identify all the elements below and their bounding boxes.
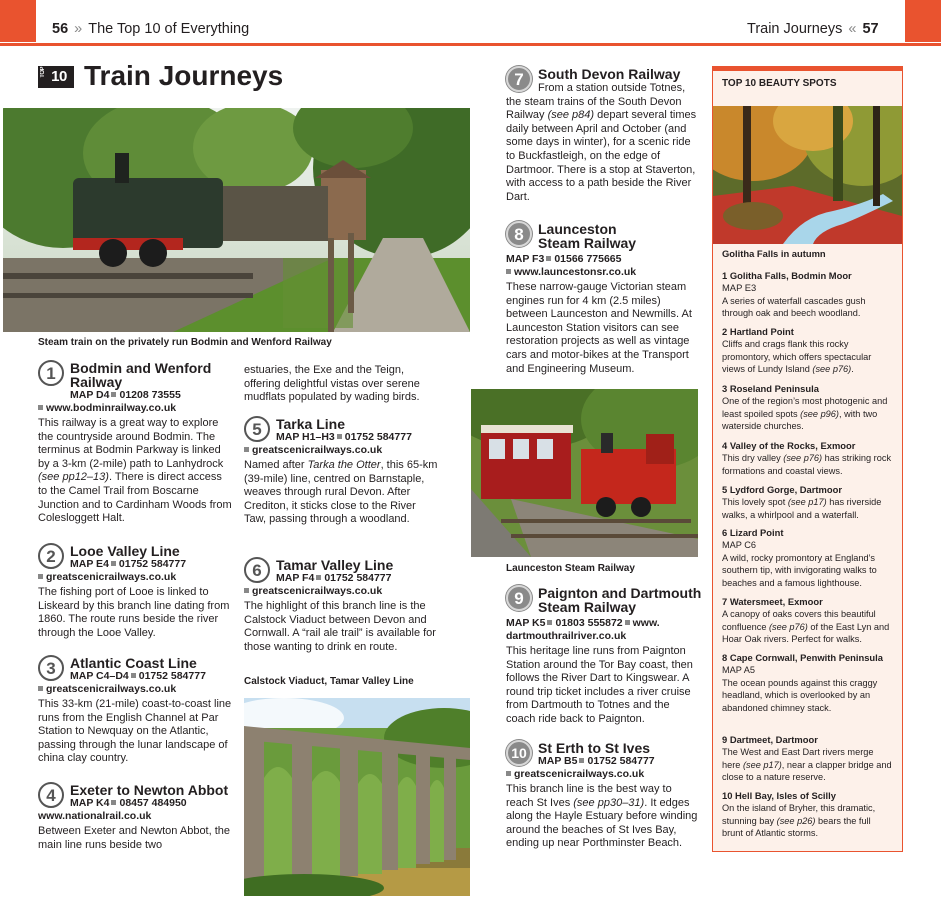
entry-contact [70, 670, 234, 683]
sidebar-item-10: 10 Hell Bay, Isles of Scilly On the island of Bryher, this dramatic, stunning bay (see p26) bears the full brunt of Atlantic storms. [722, 790, 876, 839]
entry-1 [38, 360, 234, 526]
sidebar-accent [712, 66, 903, 71]
entry-body: Named after Tarka the Otter, this 65-km (39-mile) line, centred on Barnstaple, weaves through rural Devon. After Crediton, it sticks close to the River Taw, passing through a woodland. [244, 459, 438, 526]
left-page-number: 56 [52, 21, 69, 37]
entry-10 [506, 740, 698, 851]
entry-website: greatscenicrailways.co.uk [252, 585, 383, 597]
sidebar-item-6: 6 Lizard Point MAP C6 A wild, rocky promontory at England’s southern tip, with invigorating walks to beaches and a famous lighthouse. [722, 527, 877, 588]
entry-web [38, 810, 234, 823]
golitha-caption: Golitha Falls in autumn [722, 248, 826, 259]
entry-9 [506, 585, 702, 727]
entry-web [244, 585, 440, 598]
entry-web [506, 266, 698, 279]
entry-2 [38, 543, 234, 640]
top10-logo [38, 66, 74, 88]
entry-number-badge: 5 [244, 416, 270, 442]
entry-body: These narrow-gauge Victorian steam engines run for 4 km (2.5 miles) between Launceston and Newmills. At Launceston Station visitors can see restoration projects as well as vintage cars and motor-bikes at the Transport and Engineering Museum. [506, 281, 692, 375]
launceston-caption: Launceston Steam Railway [506, 563, 635, 574]
entry-title: Launceston Steam Railway [538, 221, 637, 251]
entry-body: Between Exeter and Newton Abbot, the main line runs beside two [38, 825, 231, 851]
header-accent-left [0, 0, 36, 42]
entry-website: greatscenicrailways.co.uk [46, 571, 177, 583]
cross-reference: (see pp30–31) [573, 796, 645, 809]
entry-6 [244, 557, 440, 654]
entry-number-badge: 9 [506, 585, 532, 611]
right-running-head [747, 21, 879, 37]
entry-number-badge: 10 [506, 740, 532, 766]
entry-map-ref: MAP C4–D4 [70, 670, 129, 682]
sidebar-item-8: 8 Cape Cornwall, Penwith Peninsula MAP A5 The ocean pounds against this craggy headland, which is overlooked by an abandoned chimney stack. [722, 652, 883, 713]
entry-number-badge: 3 [38, 655, 64, 681]
entry-map-ref: MAP K5 [506, 617, 546, 629]
sidebar-item-7: 7 Watersmeet, Exmoor A canopy of oaks covers this beautiful confluence (see p76) of the East Lyn and Hoar Oak rivers. Perfect for walks. [722, 596, 890, 645]
sidebar-item-5: 5 Lydford Gorge, Dartmoor This lovely spot (see p17) has riverside walks, a whirlpool and a waterfall. [722, 484, 882, 520]
right-section-title: Train Journeys [747, 21, 843, 37]
sidebar-item-9: 9 Dartmeet, Dartmoor The West and East Dart rivers merge here (see p17), near a clapper bridge and close to a nature reserve. [722, 734, 892, 783]
entry-title: Exeter to Newton Abbot [70, 782, 229, 798]
entry-title: Tarka Line [276, 416, 345, 432]
entry-website: greatscenicrailways.co.uk [514, 768, 645, 780]
entry-number-badge: 7 [506, 66, 532, 92]
entry-contact [70, 558, 234, 571]
entry-web [38, 683, 234, 696]
entry-contact [506, 253, 698, 266]
entry-4 [38, 782, 234, 852]
entry-map-ref: MAP H1–H3 [276, 431, 335, 443]
steam-train-photo [3, 108, 470, 332]
right-chevrons: « [848, 21, 857, 37]
entry-number-badge: 4 [38, 782, 64, 808]
entry-map-ref: MAP D4 [70, 389, 110, 401]
entry-contact [70, 797, 234, 810]
golitha-falls-photo [713, 106, 902, 244]
entry-body: The highlight of this branch line is the Calstock Viaduct between Devon and Cornwall. A “rail ale trail” is available for those wanting to drink en route. [244, 600, 436, 653]
entry-number-badge: 1 [38, 360, 64, 386]
entry-contact [276, 572, 440, 585]
entry-title: Atlantic Coast Line [70, 655, 197, 671]
entry-map-ref: MAP E4 [70, 558, 109, 570]
entry-website: www.bodminrailway.co.uk [46, 402, 177, 414]
entry-phone: 08457 484950 [119, 797, 187, 809]
entry-7 [506, 66, 698, 204]
entry-web: dartmouthrailriver.co.uk [506, 630, 627, 642]
launceston-steam-photo [471, 389, 698, 557]
entry-body: The fishing port of Looe is linked to Liskeard by this branch line dating from 1860. The route runs beside the river through the Looe Valley. [38, 586, 230, 639]
sidebar-item-4: 4 Valley of the Rocks, Exmoor This dry valley (see p76) has striking rock formations and coastal views. [722, 440, 892, 476]
entry-number-badge: 8 [506, 221, 532, 247]
steam-train-caption: Steam train on the privately run Bodmin and Wenford Railway [38, 337, 332, 348]
entry-5 [244, 416, 440, 527]
entry-contact [276, 431, 440, 444]
left-section-title: The Top 10 of Everything [88, 21, 250, 37]
header-rule [0, 43, 941, 46]
entry-title: South Devon Railway [538, 66, 681, 82]
entry-phone: 01752 584777 [118, 558, 187, 570]
entry-map-ref: MAP F4 [276, 572, 315, 584]
entry-title: Looe Valley Line [70, 543, 180, 559]
calstock-caption: Calstock Viaduct, Tamar Valley Line [244, 676, 414, 687]
entry-8 [506, 221, 698, 376]
entry-phone: 01752 584777 [587, 755, 655, 767]
entry-title: Bodmin and Wenford Railway [70, 360, 212, 390]
entry-contact [70, 389, 234, 402]
sidebar-item-3: 3 Roseland Peninsula One of the region’s most photogenic and least spoiled spots (see p96), with two waterside churches. [722, 383, 888, 432]
entry-phone: 01752 584777 [324, 572, 392, 584]
calstock-viaduct-photo [244, 698, 470, 896]
entry-number-badge: 2 [38, 543, 64, 569]
entry-phone: 01208 73555 [119, 389, 181, 401]
logo-top-text: TOP [40, 67, 46, 78]
sidebar-item-1: 1 Golitha Falls, Bodmin Moor MAP E3 A series of waterfall cascades gush through oak and beech woodland. [722, 270, 866, 319]
entry-map-ref: MAP F3 [506, 253, 545, 265]
entry-title: St Erth to St Ives [538, 740, 651, 756]
entry-website: www.launcestonsr.co.uk [514, 266, 637, 278]
cross-reference: Tarka the Otter [307, 459, 381, 471]
cross-reference: (see pp12–13) [38, 471, 109, 484]
sidebar-title: TOP 10 BEAUTY SPOTS [722, 78, 837, 89]
entry-body: This 33-km (21-mile) coast-to-coast line runs from the English Channel at Par Station to Newquay on the Atlantic, passing through the lunar landscape of china clay country. [38, 698, 232, 765]
entry-contact [506, 617, 698, 630]
entry-contact [538, 755, 698, 768]
logo-number: 10 [51, 68, 67, 85]
cross-reference: (see p84) [547, 109, 595, 122]
entry-website: www.nationalrail.co.uk [38, 810, 152, 822]
entry-website: greatscenicrailways.co.uk [46, 683, 177, 695]
entry-4-continuation: estuaries, the Exe and the Teign, offering delightful vistas over serene mudflats populated by wading birds. [244, 364, 420, 404]
entry-title: Paignton and Dartmouth Steam Railway [538, 585, 702, 615]
entry-map-ref: MAP K4 [70, 797, 110, 809]
entry-body: This heritage line runs from Paignton Station around the Tor Bay coast, then follows the River Dart to Kingswear. A round trip ticket includes a river cruise from Dartmouth to Totnes and the coach ride back to Paignton. [506, 645, 693, 725]
entry-title: Tamar Valley Line [276, 557, 394, 573]
page-title: Train Journeys [84, 60, 284, 91]
left-chevrons: » [74, 21, 83, 37]
entry-web [244, 444, 440, 457]
entry-phone: 01803 555872 [555, 617, 623, 629]
entry-phone: 01752 584777 [344, 431, 412, 443]
entry-3 [38, 655, 234, 766]
entry-body: This branch line is the best way to reach St Ives (see pp30–31). It edges along the Hayle Estuary before winding around the beaches of St Ives Bay, ending up near Porthminster Beach. [506, 783, 698, 850]
entry-phone: 01752 584777 [138, 670, 206, 682]
entry-number-badge: 6 [244, 557, 270, 583]
entry-body: From a station outside Totnes, the steam trains of the South Devon Railway (see p84) depart several times daily between April and October (and some days in winter), for a scenic ride to Buckfastleigh, on the edge of Dartmoor. There is a stop at Staverton, with access to a path beside the River Dart. [506, 82, 697, 203]
header-accent-right [905, 0, 941, 42]
right-page-number: 57 [862, 21, 879, 37]
left-running-head [52, 21, 249, 37]
entry-web [38, 571, 234, 584]
entry-body: This railway is a great way to explore the countryside around Bodmin. The terminus at Bodmin Parkway is linked by a 3-km (2-mile) path to Lanhydrock (see pp12–13). There is direct access to the Camel Trail from Boscarne Junction and to Cardinham Woods from Colesloggett Halt. [38, 417, 232, 525]
entry-website: greatscenicrailways.co.uk [252, 444, 383, 456]
entry-website-prefix: www. [632, 617, 660, 629]
entry-web [506, 768, 698, 781]
sidebar-item-2: 2 Hartland Point Cliffs and crags flank this rocky promontory, which offers spectacular views of Lundy Island (see p76). [722, 326, 872, 375]
entry-map-ref: MAP B5 [538, 755, 578, 767]
entry-phone: 01566 775665 [554, 253, 622, 265]
entry-web [38, 402, 234, 415]
